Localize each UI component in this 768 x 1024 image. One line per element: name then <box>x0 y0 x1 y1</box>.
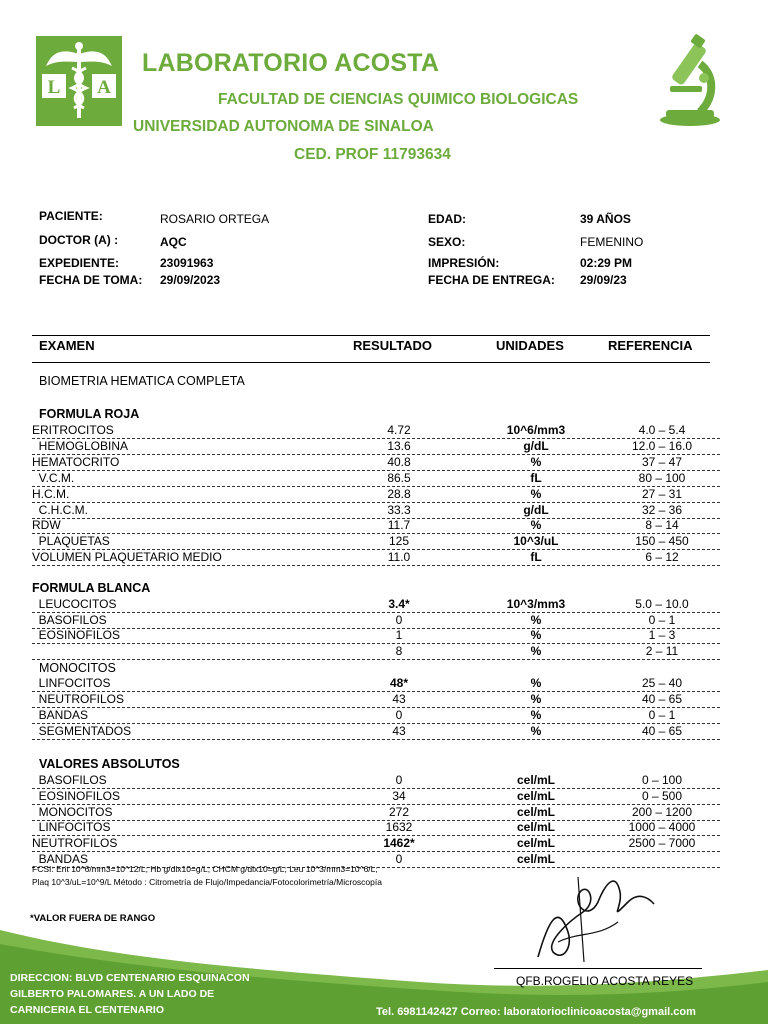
caduceus-logo-icon <box>36 36 122 126</box>
out-of-range-note: *VALOR FUERA DE RANGO <box>30 913 156 924</box>
reference-range: 150 – 450 <box>635 534 689 549</box>
section-red-formula: FORMULA ROJA <box>39 407 140 421</box>
table-header-rule <box>32 362 710 363</box>
address-line-2: GILBERTO PALOMARES. A UN LADO DE <box>10 988 215 1000</box>
white-formula-row <box>32 676 720 692</box>
exam-name: H.C.M. <box>32 486 70 501</box>
white-formula-row <box>32 613 720 629</box>
reference-range: 0 – 1 <box>648 612 676 627</box>
exam-name: NEUTROFILOS <box>32 692 125 706</box>
result-value: 11.0 <box>387 550 411 565</box>
result-value: 0 <box>395 708 403 722</box>
reference-range: 40 – 65 <box>641 692 683 706</box>
delivery-label: FECHA DE ENTREGA: <box>428 273 555 287</box>
exam-name: LINFOCITOS <box>32 820 111 835</box>
signature-line <box>494 968 702 969</box>
exam-name: VOLUMEN PLAQUETARIO MEDIO <box>32 550 222 565</box>
reference-range: 6 – 12 <box>645 550 679 565</box>
reference-range: 12.0 – 16.0 <box>631 438 693 453</box>
reference-range: 1 – 3 <box>648 628 676 643</box>
unit-value: 10^6/mm3 <box>506 423 566 437</box>
exam-name: BASOFILOS <box>32 612 107 627</box>
red-formula-row <box>32 534 720 550</box>
lab-logo <box>36 36 122 126</box>
red-formula-row <box>32 471 720 487</box>
unit-value: 10^3/uL <box>513 534 559 549</box>
reference-range: 2500 – 7000 <box>628 836 696 851</box>
white-formula-row <box>32 692 720 708</box>
row-dashed-divider <box>32 739 720 740</box>
absolute-value-row <box>32 805 720 821</box>
result-value: 1462* <box>383 836 415 851</box>
white-formula-row <box>32 644 720 660</box>
footer-address <box>10 970 250 1018</box>
exam-name: BASOFILOS <box>32 773 107 787</box>
column-header-exam: EXAMEN <box>39 338 95 353</box>
result-value: 0 <box>395 773 403 787</box>
reference-range: 37 – 47 <box>641 454 683 469</box>
reference-range: 0 – 1 <box>648 708 676 722</box>
reference-range: 27 – 31 <box>641 486 683 501</box>
reference-range: 0 – 100 <box>641 773 683 787</box>
result-value: 40.8 <box>387 454 411 469</box>
lab-name: LABORATORIO ACOSTA <box>142 49 440 77</box>
delivery-date-value: 29/09/23 <box>580 273 627 287</box>
exam-name: V.C.M. <box>32 470 75 485</box>
result-value: 8 <box>395 643 403 658</box>
unit-value: cel/mL <box>516 788 555 803</box>
result-value: 34 <box>392 788 406 803</box>
exam-name: HEMATOCRITO <box>32 454 120 469</box>
unit-value: cel/mL <box>516 836 555 851</box>
unit-value: % <box>530 676 542 690</box>
result-value: 43 <box>392 724 406 738</box>
result-value: 33.3 <box>387 502 411 517</box>
unit-value: % <box>530 643 542 658</box>
university-name: UNIVERSIDAD AUTONOMA DE SINALOA <box>133 118 434 135</box>
red-formula-row <box>32 550 720 566</box>
unit-value: fL <box>530 550 542 565</box>
footer-contact: Tel. 6981142427 Correo: laboratorioclinicoacosta@gmail.com <box>376 1006 696 1018</box>
exam-name: EOSINOFILOS <box>32 788 121 803</box>
patient-label: PACIENTE: <box>39 209 103 223</box>
white-formula-row <box>32 628 720 644</box>
unit-value: % <box>530 724 542 738</box>
unit-value: fL <box>530 470 542 485</box>
professional-license: CED. PROF 11793634 <box>294 146 451 163</box>
table-top-rule <box>32 335 710 336</box>
red-formula-row <box>32 503 720 519</box>
exam-name: LINFOCITOS <box>32 676 111 690</box>
reference-range: 8 – 14 <box>645 518 679 533</box>
microscope-icon <box>656 34 724 128</box>
age-label: EDAD: <box>428 212 466 226</box>
exam-name: LEUCOCITOS <box>32 597 117 611</box>
red-formula-row <box>32 455 720 471</box>
absolute-value-row <box>32 820 720 836</box>
unit-value: g/dL <box>523 438 549 453</box>
reference-range: 5.0 – 10.0 <box>635 597 689 611</box>
unit-value: cel/mL <box>516 852 555 866</box>
record-value: 23091963 <box>160 256 214 270</box>
signatory-name: QFB.ROGELIO ACOSTA REYES <box>516 974 694 988</box>
exam-name: C.H.C.M. <box>32 502 88 517</box>
red-formula-row <box>32 423 720 439</box>
reference-range: 0 – 500 <box>641 788 683 803</box>
reference-range: 80 – 100 <box>638 470 686 485</box>
absolute-value-row <box>32 773 720 789</box>
unit-value: g/dL <box>523 502 549 517</box>
unit-value: cel/mL <box>516 804 555 819</box>
exam-name: EOSINOFILOS <box>32 628 121 643</box>
result-value: 125 <box>388 534 410 549</box>
red-formula-row <box>32 518 720 534</box>
monocitos-label: MONOCITOS <box>39 661 116 675</box>
logo-letter-l: L <box>47 77 61 98</box>
exam-name: SEGMENTADOS <box>32 724 132 738</box>
print-time-value: 02:29 PM <box>580 256 633 270</box>
exam-name: BANDAS <box>32 852 89 866</box>
result-value: 0 <box>395 852 403 866</box>
result-value: 4.72 <box>387 423 411 437</box>
white-formula-row <box>32 597 720 613</box>
signature-drawing <box>528 862 658 972</box>
result-value: 3.4* <box>388 597 410 611</box>
address-line-1: DIRECCION: BLVD CENTENARIO ESQUINACON <box>10 972 250 984</box>
column-header-reference: REFERENCIA <box>608 338 693 353</box>
reference-range: 40 – 65 <box>641 724 683 738</box>
faculty-name: FACULTAD DE CIENCIAS QUIMICO BIOLOGICAS <box>218 91 579 108</box>
doctor-label: DOCTOR (A) : <box>39 233 119 247</box>
result-value: 43 <box>392 692 406 706</box>
units-note-line2: Plaq 10^3/uL=10^9/L Método : Citrometría de Flujo/Impedancia/Fotocolorimetría/Microscopía <box>32 877 382 887</box>
result-value: 0 <box>395 612 403 627</box>
result-value: 272 <box>388 804 410 819</box>
unit-value: % <box>530 454 542 469</box>
column-header-result: RESULTADO <box>353 338 432 353</box>
reference-range: 2 – 11 <box>645 643 679 658</box>
unit-value: % <box>530 628 542 643</box>
white-formula-row <box>32 708 720 724</box>
reference-range: 25 – 40 <box>641 676 683 690</box>
absolute-value-row <box>32 836 720 852</box>
exam-name: PLAQUETAS <box>32 534 110 549</box>
age-value: 39 AÑOS <box>580 212 631 226</box>
red-formula-row <box>32 439 720 455</box>
result-value: 1632 <box>385 820 413 835</box>
exam-name: RDW <box>32 518 61 533</box>
exam-name: NEUTROFILOS <box>32 836 118 851</box>
unit-value: % <box>530 692 542 706</box>
unit-value: % <box>530 486 542 501</box>
row-dashed-divider <box>32 659 720 660</box>
section-white-formula: FORMULA BLANCA <box>32 581 151 595</box>
reference-range: 32 – 36 <box>641 502 683 517</box>
unit-value: 10^3/mm3 <box>506 597 566 611</box>
result-value: 11.7 <box>387 518 411 533</box>
white-formula-row <box>32 724 720 740</box>
row-dashed-divider <box>32 565 720 566</box>
column-header-units: UNIDADES <box>496 338 564 353</box>
exam-name: BANDAS <box>32 708 89 722</box>
logo-letter-a: A <box>97 77 111 98</box>
sample-date-value: 29/09/2023 <box>160 273 221 287</box>
address-line-3: CARNICERIA EL CENTENARIO <box>10 1004 165 1016</box>
unit-value: % <box>530 612 542 627</box>
unit-value: cel/mL <box>516 820 555 835</box>
units-note-line1: FCSI: Erit 10^6/mm3=10^12/L; Hb g/dlx10=g/L; CHCM g/dlx10=g/L; Leu 10^3/mm3=10^6/L; <box>32 864 378 874</box>
reference-range: 1000 – 4000 <box>628 820 696 835</box>
unit-value: % <box>530 518 542 533</box>
result-value: 86.5 <box>387 470 411 485</box>
doctor-value: AQC <box>160 235 187 249</box>
reference-range: 4.0 – 5.4 <box>638 423 686 437</box>
record-label: EXPEDIENTE: <box>39 256 120 270</box>
exam-name: MONOCITOS <box>32 804 113 819</box>
unit-value: % <box>530 708 542 722</box>
exam-name: ERITROCITOS <box>32 423 114 437</box>
result-value: 13.6 <box>387 438 411 453</box>
reference-range: 200 – 1200 <box>631 804 693 819</box>
unit-value: cel/mL <box>516 773 555 787</box>
result-value: 1 <box>395 628 403 643</box>
section-absolute-values: VALORES ABSOLUTOS <box>39 757 180 771</box>
sex-value: FEMENINO <box>580 235 644 249</box>
study-title: BIOMETRIA HEMATICA COMPLETA <box>39 374 245 388</box>
red-formula-row <box>32 487 720 503</box>
sample-date-label: FECHA DE TOMA: <box>39 273 143 287</box>
result-value: 48* <box>389 676 409 690</box>
sex-label: SEXO: <box>428 235 466 249</box>
result-value: 28.8 <box>387 486 411 501</box>
exam-name: HEMOGLOBINA <box>32 438 129 453</box>
patient-name: ROSARIO ORTEGA <box>160 212 270 226</box>
print-label: IMPRESIÓN: <box>428 256 500 270</box>
absolute-value-row <box>32 789 720 805</box>
